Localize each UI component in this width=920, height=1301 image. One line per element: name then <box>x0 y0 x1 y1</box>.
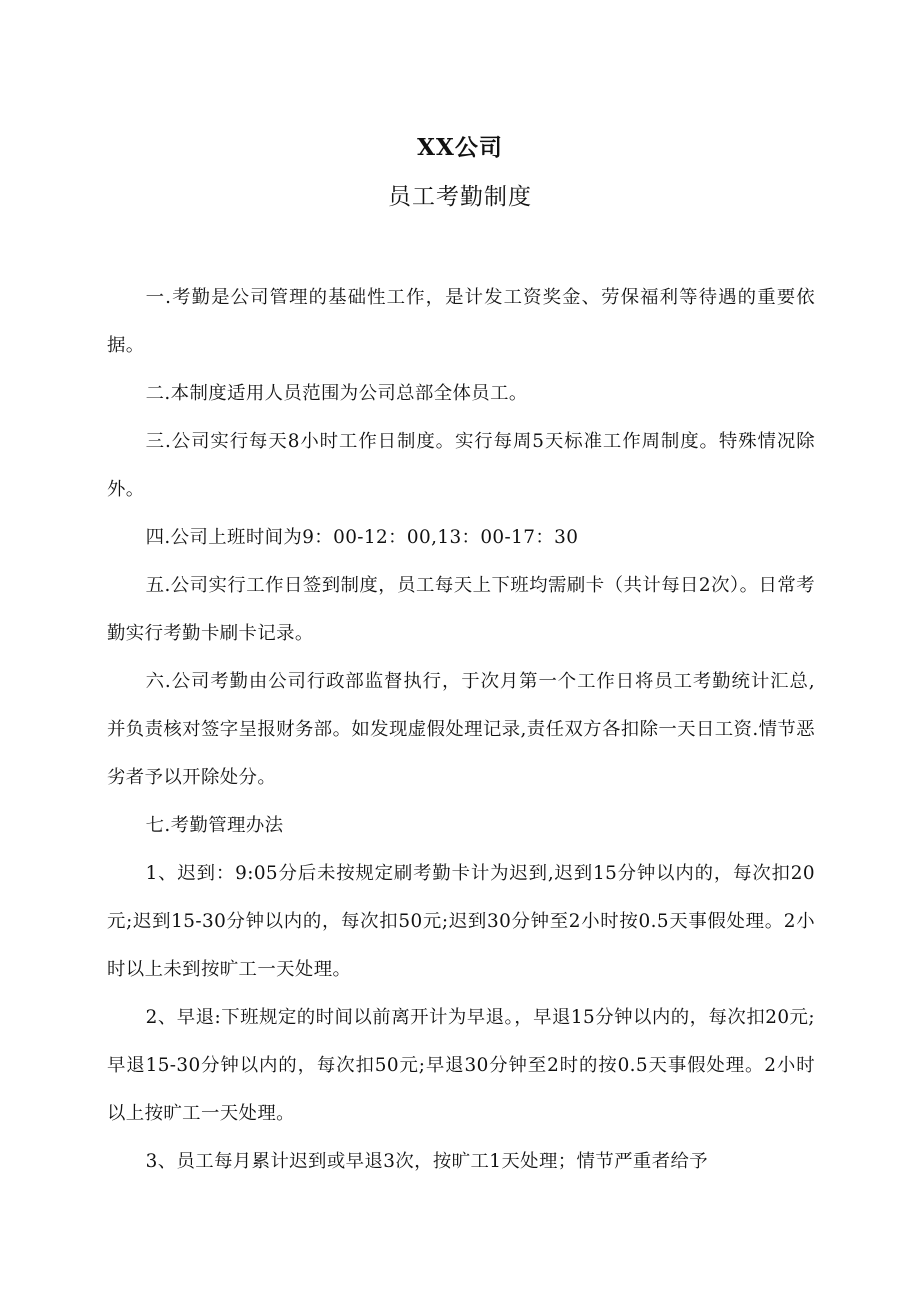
rule-early-leave: 2、早退:下班规定的时间以前离开计为早退。，早退15分钟以内的，每次扣20元;早退15-30分钟以内的，每次扣50元;早退30分钟至2时的按0.5天事假处理。2小时以上按旷工一天处理。 <box>107 1007 815 1124</box>
paragraph-7: 七.考勤管理办法 <box>145 815 284 836</box>
paragraph-3: 三.公司实行每天8小时工作日制度。实行每周5天标准工作周制度。特殊情况除外。 <box>107 431 815 500</box>
paragraph-2: 二.本制度适用人员范围为公司总部全体员工。 <box>145 383 528 404</box>
paragraph-6: 六.公司考勤由公司行政部监督执行，于次月第一个工作日将员工考勤统计汇总,并负责核对签字呈报财务部。如发现虚假处理记录,责任双方各扣除一天日工资.情节恶劣者予以开除处分。 <box>107 671 815 788</box>
paragraph-1: 一.考勤是公司管理的基础性工作，是计发工资奖金、劳保福利等待遇的重要依据。 <box>107 287 815 356</box>
rule-late-arrival: 1、迟到：9:05分后未按规定刷考勤卡计为迟到,迟到15分钟以内的，每次扣20元;迟到15-30分钟以内的，每次扣50元;迟到30分钟至2小时按0.5天事假处理。2小时以上未到按旷工一天处理。 <box>107 863 815 980</box>
rule-monthly-accumulation: 3、员工每月累计迟到或早退3次，按旷工1天处理；情节严重者给予 <box>145 1151 709 1172</box>
document-body <box>107 274 815 1186</box>
document-title: 员工考勤制度 <box>388 184 532 210</box>
paragraph-5: 五.公司实行工作日签到制度，员工每天上下班均需刷卡（共计每日2次）。日常考勤实行考勤卡刷卡记录。 <box>107 575 815 644</box>
company-name: XX公司 <box>417 134 503 161</box>
paragraph-4: 四.公司上班时间为9：00-12：00,13：00-17：30 <box>145 527 579 548</box>
